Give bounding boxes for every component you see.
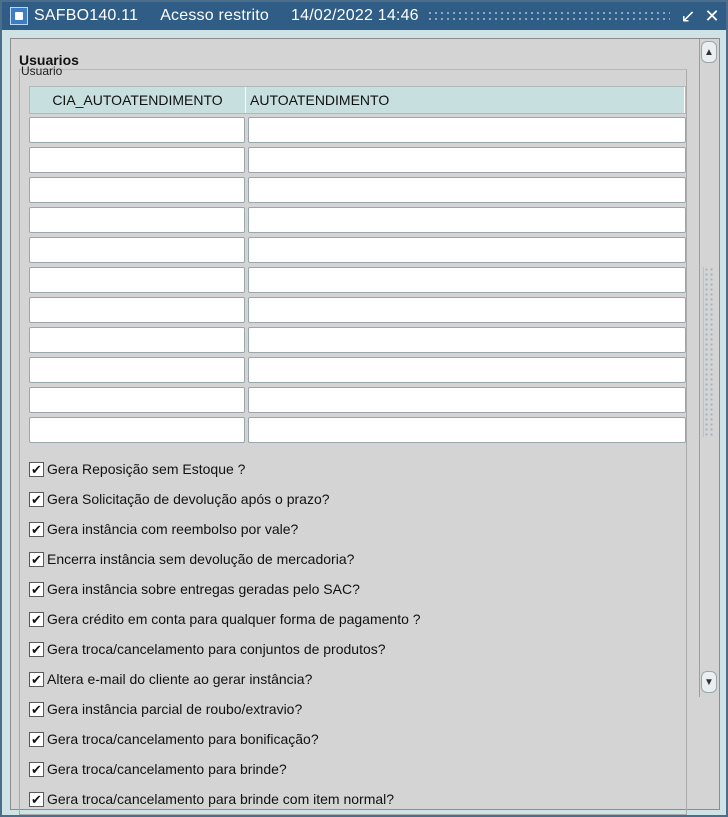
table-row xyxy=(29,234,686,264)
checkbox[interactable]: ✔ xyxy=(29,642,44,657)
autoatendimento-field[interactable] xyxy=(248,237,686,263)
checkbox[interactable]: ✔ xyxy=(29,552,44,567)
option-checkbox-row[interactable] xyxy=(29,514,421,544)
scroll-up-icon[interactable]: ▲ xyxy=(701,41,717,63)
vertical-scrollbar[interactable] xyxy=(699,39,717,697)
group-title: Usuarios xyxy=(19,52,79,68)
checkbox[interactable]: ✔ xyxy=(29,582,44,597)
content-panel xyxy=(10,38,720,810)
checkbox-label: Gera Solicitação de devolução após o prazo? xyxy=(47,491,330,507)
table-row xyxy=(29,174,686,204)
window-code: SAFBO140.11 xyxy=(34,7,139,24)
table-row xyxy=(29,324,686,354)
cia-autoatendimento-field[interactable] xyxy=(29,417,245,443)
table-header xyxy=(29,86,686,114)
cia-autoatendimento-field[interactable] xyxy=(29,357,245,383)
autoatendimento-field[interactable] xyxy=(248,207,686,233)
autoatendimento-field[interactable] xyxy=(248,387,686,413)
options-list xyxy=(29,454,421,814)
option-checkbox-row[interactable] xyxy=(29,574,421,604)
option-checkbox-row[interactable] xyxy=(29,664,421,694)
checkbox[interactable]: ✔ xyxy=(29,672,44,687)
checkbox-label: Encerra instância sem devolução de mercadoria? xyxy=(47,551,355,567)
minimize-icon[interactable]: ↙ xyxy=(680,5,696,26)
cia-autoatendimento-field[interactable] xyxy=(29,207,245,233)
checkbox-label: Gera troca/cancelamento para brinde com item normal? xyxy=(47,791,395,807)
checkbox-label: Altera e-mail do cliente ao gerar instância? xyxy=(47,671,313,687)
autoatendimento-field[interactable] xyxy=(248,177,686,203)
table-row xyxy=(29,114,686,144)
option-checkbox-row[interactable] xyxy=(29,694,421,724)
checkbox[interactable]: ✔ xyxy=(29,702,44,717)
checkbox-label: Gera instância parcial de roubo/extravio? xyxy=(47,701,303,717)
header-autoatendimento: AUTOATENDIMENTO xyxy=(246,87,685,113)
checkbox-label: Gera Reposição sem Estoque ? xyxy=(47,461,246,477)
option-checkbox-row[interactable] xyxy=(29,544,421,574)
title-pattern xyxy=(427,10,670,22)
cia-autoatendimento-field[interactable] xyxy=(29,297,245,323)
table-row xyxy=(29,354,686,384)
checkbox-label: Gera troca/cancelamento para brinde? xyxy=(47,761,287,777)
autoatendimento-field[interactable] xyxy=(248,117,686,143)
checkbox[interactable]: ✔ xyxy=(29,612,44,627)
table-row xyxy=(29,204,686,234)
app-icon xyxy=(10,7,28,25)
checkbox-label: Gera troca/cancelamento para conjuntos de produtos? xyxy=(47,641,386,657)
checkbox-label: Gera troca/cancelamento para bonificação? xyxy=(47,731,319,747)
scroll-thumb[interactable] xyxy=(703,267,715,437)
close-icon[interactable]: ✕ xyxy=(704,5,720,26)
table-body xyxy=(29,114,686,444)
scroll-down-icon[interactable]: ▼ xyxy=(701,671,717,693)
checkbox-label: Gera instância com reembolso por vale? xyxy=(47,521,299,537)
users-table xyxy=(29,86,686,444)
option-checkbox-row[interactable] xyxy=(29,604,421,634)
table-row xyxy=(29,264,686,294)
option-checkbox-row[interactable] xyxy=(29,754,421,784)
autoatendimento-field[interactable] xyxy=(248,147,686,173)
cia-autoatendimento-field[interactable] xyxy=(29,117,245,143)
option-checkbox-row[interactable] xyxy=(29,454,421,484)
autoatendimento-field[interactable] xyxy=(248,417,686,443)
window-datetime: 14/02/2022 14:46 xyxy=(291,7,419,24)
cia-autoatendimento-field[interactable] xyxy=(29,237,245,263)
cia-autoatendimento-field[interactable] xyxy=(29,147,245,173)
cia-autoatendimento-field[interactable] xyxy=(29,177,245,203)
cia-autoatendimento-field[interactable] xyxy=(29,387,245,413)
checkbox[interactable]: ✔ xyxy=(29,762,44,777)
option-checkbox-row[interactable] xyxy=(29,634,421,664)
checkbox[interactable]: ✔ xyxy=(29,492,44,507)
option-checkbox-row[interactable] xyxy=(29,784,421,814)
cia-autoatendimento-field[interactable] xyxy=(29,327,245,353)
checkbox-label: Gera instância sobre entregas geradas pelo SAC? xyxy=(47,581,360,597)
table-row xyxy=(29,384,686,414)
autoatendimento-field[interactable] xyxy=(248,267,686,293)
autoatendimento-field[interactable] xyxy=(248,327,686,353)
table-row xyxy=(29,294,686,324)
option-checkbox-row[interactable] xyxy=(29,484,421,514)
table-row xyxy=(29,144,686,174)
title-bar[interactable] xyxy=(2,2,726,30)
checkbox-label: Gera crédito em conta para qualquer forma de pagamento ? xyxy=(47,611,421,627)
group-subtitle: Usuario xyxy=(21,64,63,78)
header-cia-autoatendimento: CIA_AUTOATENDIMENTO xyxy=(30,87,246,113)
table-row xyxy=(29,414,686,444)
checkbox[interactable]: ✔ xyxy=(29,522,44,537)
cia-autoatendimento-field[interactable] xyxy=(29,267,245,293)
checkbox[interactable]: ✔ xyxy=(29,792,44,807)
window-access: Acesso restrito xyxy=(160,7,269,24)
autoatendimento-field[interactable] xyxy=(248,357,686,383)
option-checkbox-row[interactable] xyxy=(29,724,421,754)
checkbox[interactable]: ✔ xyxy=(29,462,44,477)
autoatendimento-field[interactable] xyxy=(248,297,686,323)
checkbox[interactable]: ✔ xyxy=(29,732,44,747)
